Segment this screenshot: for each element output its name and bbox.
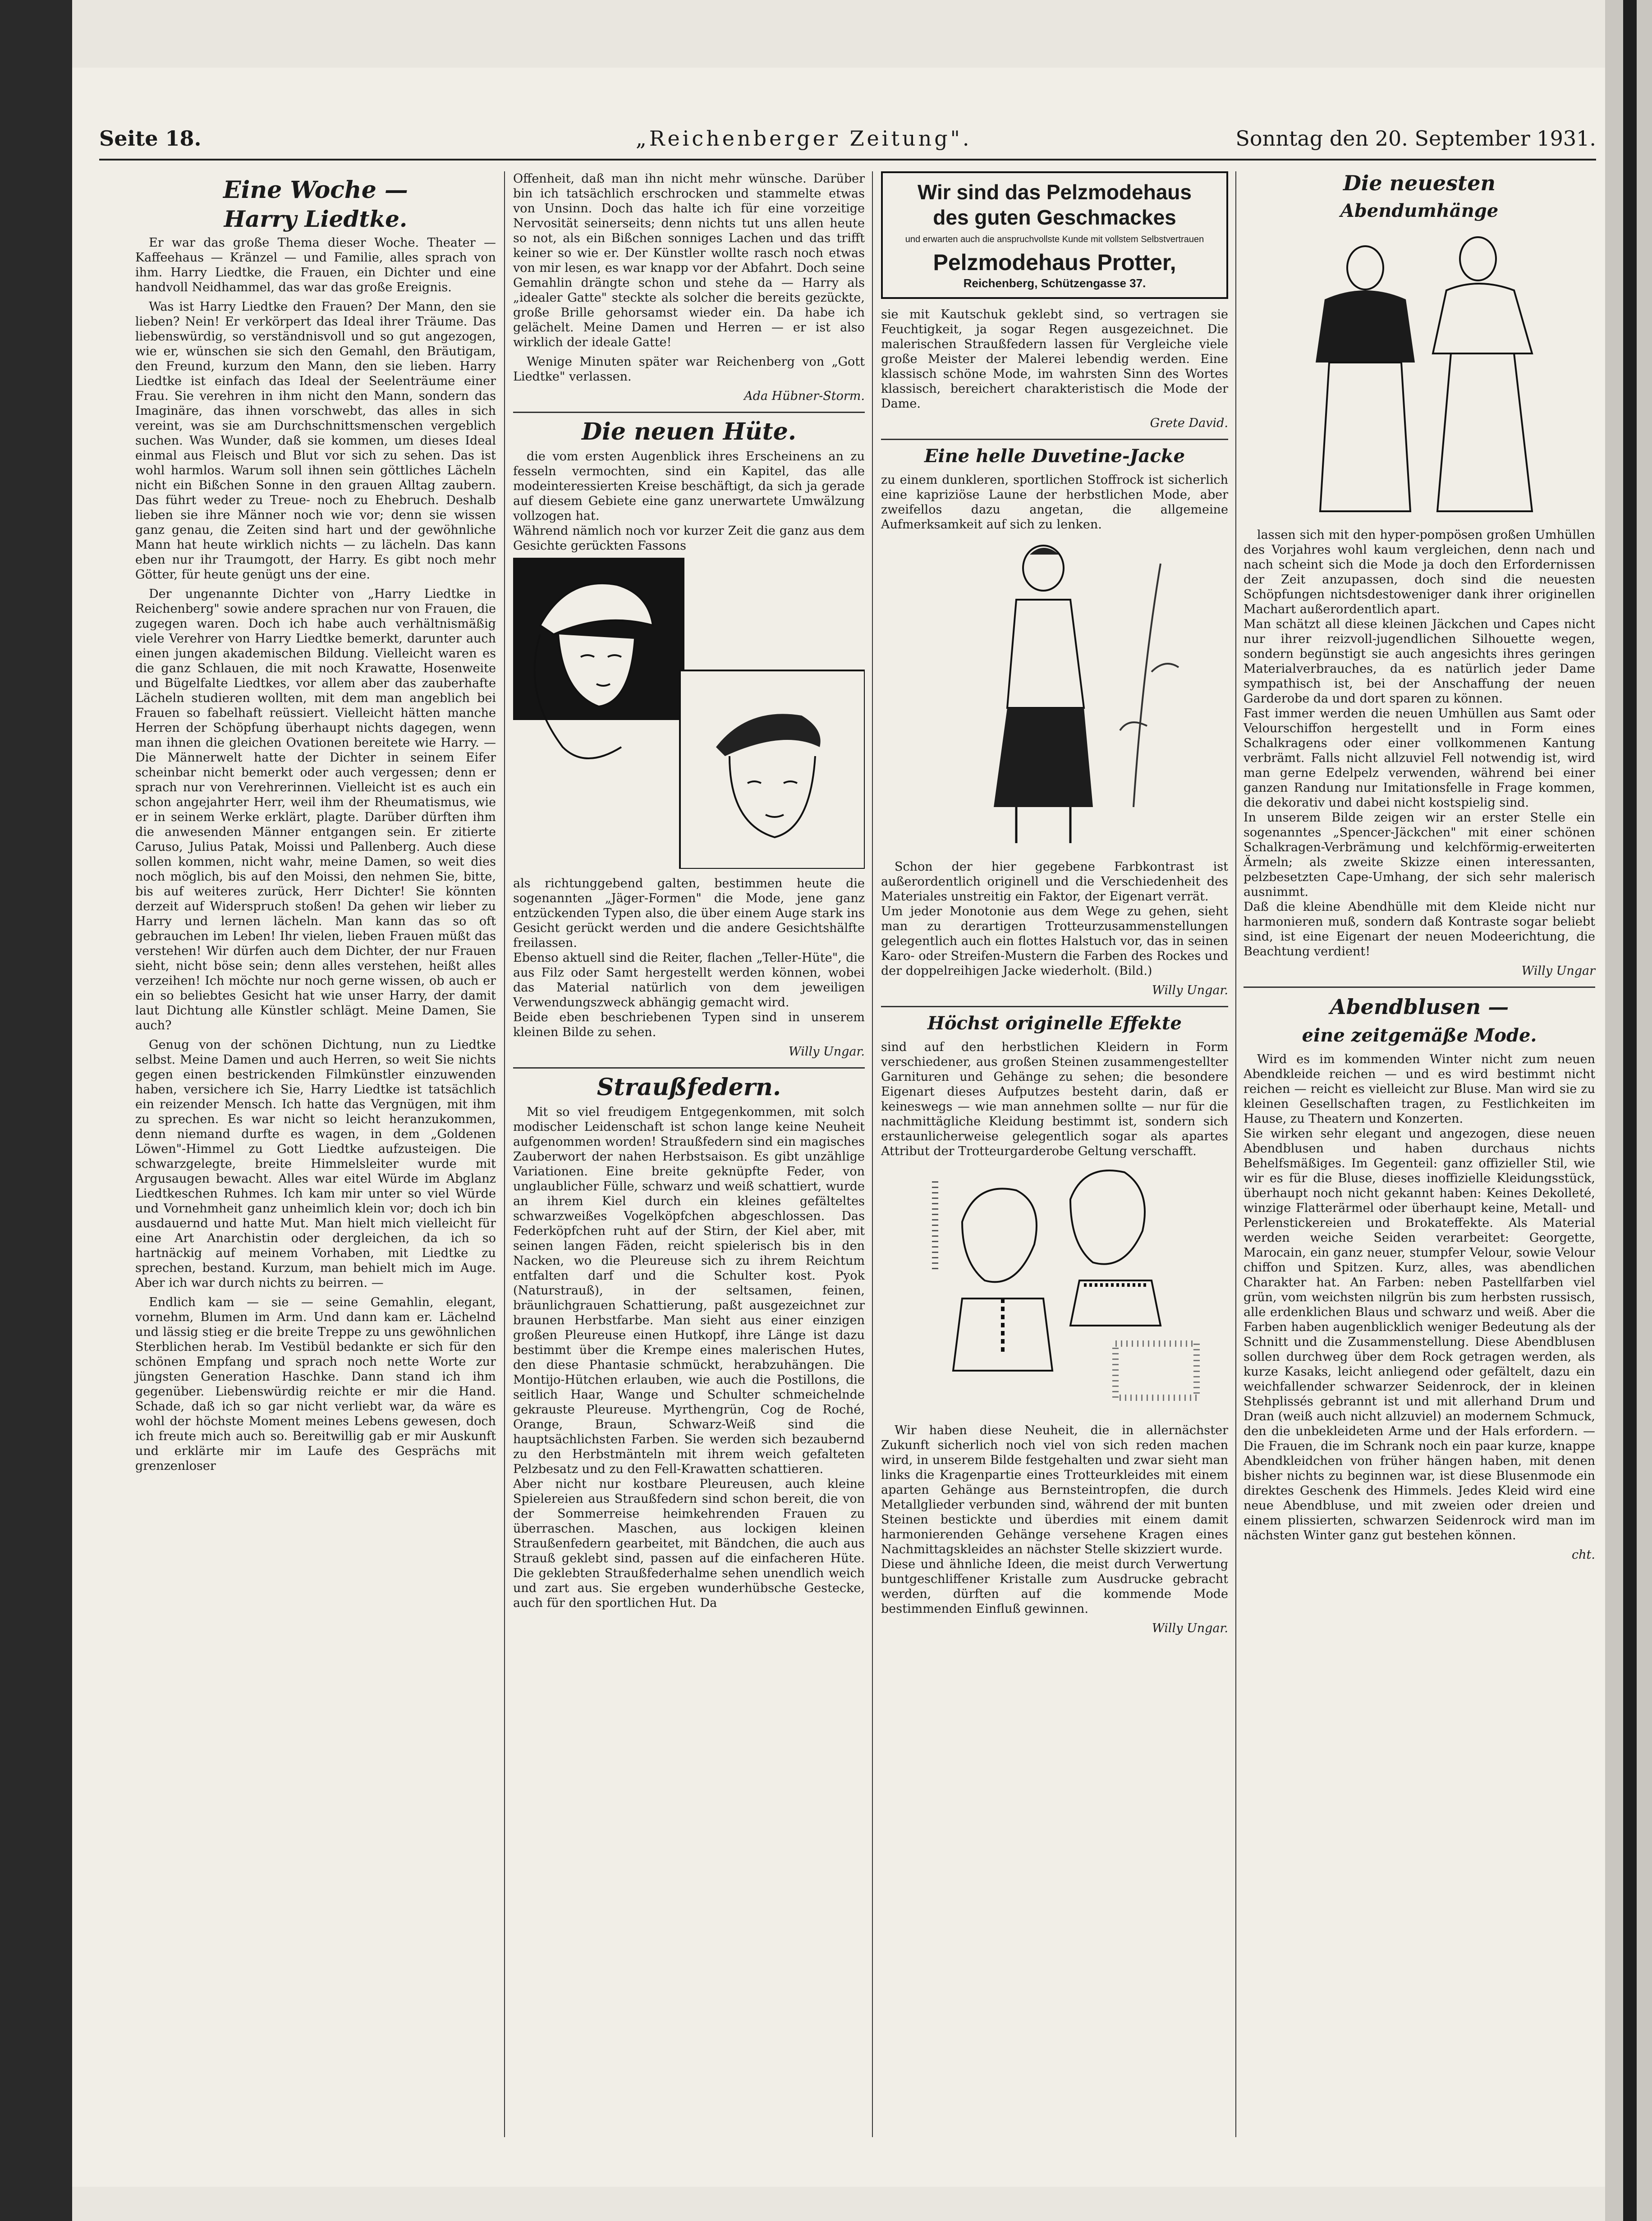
author-signature: Willy Ungar bbox=[1521, 964, 1595, 978]
article-title-harry-liedtke: Eine Woche — bbox=[223, 176, 408, 204]
ad-company-name: Pelzmodehaus Protter, bbox=[933, 250, 1176, 275]
ad-body: und erwarten auch die anspruchvollste Kunde mit vollstem Selbstvertrauen bbox=[905, 234, 1204, 244]
article-title-original-effects: Höchst originelle Effekte bbox=[927, 1013, 1182, 1034]
article-paragraph: lassen sich mit den hyper-pompösen großen Umhüllen des Vorjahres wohl kaum vergleichen, denn nach und nach scheint sich die Mode ja doch den Erfordernissen der Zeit anzupassen, doch sind die neuesten Schöpfungen nichtsdestoweniger dank ihrer originellen Machart außerordentlich apart. Man schätzt all diese kleinen Jäckchen und Capes nicht nur ihrer reizvoll-jugendlichen Silhouette wegen, sondern begünstigt sie auch angesichts ihres geringen Materialverbrauches, da es natürlich jeder Dame sympathisch ist, bei der Anschaffung der neuen Garderobe da und dort sparen zu können. Fast immer werden die neuen Umhüllen aus Samt oder Velourschiffon hergestellt und in Form eines Schalkragens oder einer vollkommenen Kantung verbrämt. Falls nicht allzuviel Fell notwendig ist, wird man gerne Edelpelz verwenden, während bei einer ganzen Randung nur Imitationsfelle in Frage kommen, die dekorativ und dabei nicht kostspielig sind. In unserem Bilde zeigen wir an erster Stelle ein sogenanntes „Spencer-Jäckchen" mit einer schönen Schalkragen-Verbrämung und kelchförmig-erweiterten Ärmeln; als zweite Skizze einen interessanten, pelzbesetzten Cape-Umhang, der sich sehr malerisch ausnimmt. Daß die kleine Abendhülle mit dem Kleide nicht nur harmonieren muß, sondern daß Kontraste sogar beliebt sind, ist eine Eigenart der neuen Modeerichtung, die Beachtung verdient! bbox=[1244, 528, 1595, 959]
article-paragraph: als richtunggebend galten, bestimmen heute die sogenannten „Jäger-Formen" die Mode, jene ganz entzückenden Typen also, die über einem Auge stark ins Gesicht gerückt werden und die andere Gesichtshälfte freilassen. Ebenso aktuell sind die Reiter, flachen „Teller-Hüte", die aus Filz oder Samt hergestellt werden können, wobei das Material natürlich von dem jeweiligen Verwendungszweck abhängig gemacht wird. Beide eben beschriebenen Typen sind in unserem kleinen Bilde zu sehen. bbox=[513, 876, 865, 1039]
article-paragraph: die vom ersten Augenblick ihres Erscheinens an zu fesseln vermochten, sind ein Kapitel, das alle modeinteressierten Kreise beschäftigt, da sich ja gerade auf diesem Gebiete eine ganz unerwartete Umwälzung vollzogen hat. Während nämlich noch vor kurzer Zeit die ganz aus dem Gesichte gerückten Fassons bbox=[513, 450, 865, 553]
article-paragraph: Was ist Harry Liedtke den Frauen? Der Mann, den sie lieben? Nein! Er verkörpert das Ideal ihrer Träume. Das liebenswürdig, so verständnisvoll und so gut angezogen, wie er, wünschen sie sich den Gemahl, den Bräutigam, den Freund, kurzum den Mann, den sie lieben. Harry Liedtke ist einfach das Ideal der Seelenträume einer Frau. Sie verehren in ihm nicht den Mann, sondern das Imaginäre, das ihnen vorschwebt, das alles in sich vereint, was sie am Durchschnittsmenschen vergeblich suchen. Was Wunder, daß sie kommen, um dieses Ideal einmal aus Fleisch und Blut vor sich zu sehen. Das ist wohl harmlos. Warum soll ihnen sein göttliches Lächeln nicht ein Bißchen Sonne in den grauen Alltag zaubern. Das führt weder zu Treue- noch zu Ehebruch. Deshalb lieben sie ihre Männer noch wie vor; denn sie wissen ganz genau, die Zeiten sind hart und der gewöhnliche Mann hat heute wirklich nichts — zu lächeln. Das kann eben nur ihr Traumgott, der Harry. Es gibt noch mehr Götter, für heute genügt uns der eine. bbox=[135, 300, 496, 582]
column-2 bbox=[513, 171, 865, 1615]
pelzmodehaus-advertisement bbox=[881, 171, 1228, 299]
scan-right-border bbox=[1605, 0, 1652, 2221]
evening-wraps-illustration bbox=[1244, 227, 1595, 520]
article-paragraph: Endlich kam — sie — seine Gemahlin, elegant, vornehm, Blumen im Arm. Und dann kam er. Lächelnd und lässig stieg er die breite Treppe zu uns gewöhnlichen Sterblichen herab. Im Vestibül bedankte er sich für den schönen Empfang und sprach noch nette Worte zur jüngsten Generation Haschke. Dann stand ich ihm gegenüber. Liebenswürdig reichte er mir die Hand. Schade, daß ich so gar nicht verliebt war, da wäre es wohl der höchste Moment meines Lebens gewesen, doch ich freute mich auch so. Bereitwillig gab er mir Auskunft und erklärte mir im Laufe des Gesprächs mit grenzenloser bbox=[135, 1295, 496, 1473]
article-paragraph: Wir haben diese Neuheit, die in allernächster Zukunft sicherlich noch viel von sich reden machen wird, in unserem Bilde festgehalten und zwar sieht man links die Kragenpartie eines Trotteurkleides mit einem aparten Gehänge aus Bernsteintropfen, die durch Metallglieder verbunden sind, während der mit bunten Steinen bestickte und überdies mit einem damit harmonierenden Gehänge versehene Kragen eines Nachmittagskleides an nächster Stelle skizziert wurde. Diese und ähnliche Ideen, die meist durch Verwertung buntgeschliffener Kristalle zum Ausdrucke gebracht werden, dürften auf die kommende Mode bestimmenden Einfluß gewinnen. bbox=[881, 1423, 1228, 1616]
duvetine-jacket-illustration bbox=[881, 537, 1228, 852]
article-continuation: sie mit Kautschuk geklebt sind, so vertragen sie Feuchtigkeit, ja sogar Regen ausgezeichnet. Die malerischen Straußfedern lassen für Vergleiche viele große Meister der Malerei lebendig werden. Eine klassisch schöne Mode, im wahrsten Sinn des Wortes klassisch, bereichert charakteristisch die Mode der Dame. bbox=[881, 307, 1228, 411]
article-subtitle-evening-blouses: eine zeitgemäße Mode. bbox=[1302, 1025, 1537, 1046]
column-rule-3 bbox=[1235, 171, 1236, 2137]
article-paragraph: Genug von der schönen Dichtung, nun zu Liedtke selbst. Meine Damen und auch Herren, so weit Sie nichts gegen einen bestrickenden Filmkünstler einzuwenden haben, versichere ich Sie, Harry Liedtke ist tatsächlich ein reizender Mensch. Ich hatte das Vergnügen, mit ihm zu sprechen. Es war nicht so leicht heranzukommen, denn niemand durfte es wagen, in dem „Goldenen Löwen"-Himmel zu Gott Liedtke aufzusteigen. Die schwarzgelegte, breite Himmelsleiter wurde mit Argusaugen bewacht. Alles war eitel Würde im Abglanz Liedtkeschen Ruhmes. Ich kam mir unter so viel Würde und Vornehmheit ganz unheimlich klein vor; doch ich bin ausdauernd und hatte Mut. Man hielt mich vielleicht für eine Art Anarchistin oder dergleichen, da ich so hartnäckig auf meinem Vorhaben, mit Liedtke zu sprechen, bestand. Kurzum, man behielt mich im Auge. Aber ich war durch nichts zu beirren. — bbox=[135, 1038, 496, 1290]
scan-binding-strip bbox=[1623, 0, 1637, 2221]
article-title-duvetine-jacket: Eine helle Duvetine-Jacke bbox=[924, 445, 1185, 467]
page-header bbox=[99, 126, 1596, 158]
article-divider bbox=[513, 1067, 865, 1069]
article-paragraph: Der ungenannte Dichter von „Harry Liedtke in Reichenberg" sowie andere sprachen nur von Frauen, die zugegen waren. Doch ich habe auch verhältnismäßig viele Verehrer von Harry Liedtke bemerkt, darunter auch einen jungen akademischen Bildung. Vielleicht waren es die ganz Schlauen, die mit noch Krawatte, Hosenweite und Bügelfalte Liedtkes, vor allem aber das zauberhafte Lächeln studieren wollten, mit dem man angeblich bei Frauen so fabelhaft reüssiert. Vielleicht hätten manche Herren der Schöpfung überhaupt nichts dagegen, wenn man ihnen die gleichen Ovationen bereitete wie Harry. — Die Männerwelt hatte der Dichter in seinem Eifer scheinbar nicht bemerkt oder auch vergessen; denn er sprach nur von Verehrerinnen. Vielleicht ist es auch ein schon angejahrter Herr, weil ihm der Rheumatismus, wie er in seinem Werke erklärt, plagte. Darüber dürften ihm die anwesenden Männer entgangen sein. Er zitierte Caruso, Julius Patak, Moissi und Pallenberg. Auch diese sollen kommen, nicht wahr, meine Damen, so weit dies noch möglich, bis auf den Moissi, den nehmen Sie, bitte, bis auf weiteres zurück, Herr Dichter! Sie könnten derzeit auf Widerspruch stoßen! Da gehen wir lieber zu Harry und lernen lächeln. Man kann das so oft gebrauchen im Leben! Ihr vielen, lieben Frauen müßt das verstehen! Wir dürfen auch dem Dichter, der nur Frauen sieht, nicht böse sein; denn alles verstehen, heißt alles verzeihen! Ich möchte nur noch gerne wissen, ob auch er ein so beliebtes Gesicht hat wie unser Harry, der damit laut Dichtung alle Künstler schlägt. Meine Damen, Sie auch? bbox=[135, 587, 496, 1032]
article-paragraph: Wenige Minuten später war Reichenberg von „Gott Liedtke" verlassen. bbox=[513, 355, 865, 384]
column-rule-2 bbox=[872, 171, 873, 2137]
author-signature: Willy Ungar. bbox=[1152, 1621, 1228, 1635]
article-paragraph: Mit so viel freudigem Entgegenkommen, mit solch modischer Leidenschaft ist schon lange keine Neuheit aufgenommen worden! Straußfedern sind ein magisches Zauberwort der nahen Herbstsaison. Es gibt unzählige Variationen. Eine breite geknüpfte Feder, von unglaublicher Fülle, schwarz und weiß schattiert, wurde an ihrem Kiel durch ein kleines gefälteltes schwarzweißes Vogelköpfchen abgeschlossen. Das Federköpfchen ruht auf der Stirn, der Kiel aber, mit seinen langen Fäden, reicht spielerisch bis in den Nacken, wo die Pleureuse sich zu ihrem Reichtum entfalten darf und die Schulter kost. Pyok (Naturstrauß), in der seltsamen, feinen, bräunlichgrauen Schattierung, paßt ausgezeichnet zur braunen Herbstfarbe. Man sieht aus einer einzigen großen Pleureuse einen Hutkopf, ihre Länge ist dazu bestimmt über die Krempe eines malerischen Hutes, den diese Phantasie schmückt, herabzuhängen. Die Montijo-Hütchen erlauben, wie auch die Postillons, die seitlich Haar, Wange und Schulter schmeichelnde gekrauste Pleureuse. Myrthengrün, Cog de Roché, Orange, Braun, Schwarz-Weiß sind die hauptsächlichsten Farben. Sie werden sich bezaubernd zu den Herbstmänteln mit ihrem weich gefalteten Pelzbesatz und zu den Fell-Krawatten schattieren. Aber nicht nur kostbare Pleureusen, auch kleine Spielereien aus Straußfedern sind schon bereit, die von der Sommerreise heimkehrenden Frauen zu überraschen. Maschen, aus lockigen kleinen Straußenfedern gearbeitet, mit Bändchen, die auch aus Strauß geklebt sind, passen auf die einfacheren Hüte. Die geklebten Straußfederhalme sehen unendlich weich und zart aus. Sie ergeben wunderhübsche Gestecke, auch für den sportlichen Hut. Da bbox=[513, 1105, 865, 1610]
issue-date: Sonntag den 20. September 1931. bbox=[1235, 126, 1596, 151]
hats-illustration bbox=[513, 558, 865, 869]
scan-left-border bbox=[0, 0, 72, 2221]
article-paragraph: Schon der hier gegebene Farbkontrast ist außerordentlich originell und die Verschiedenheit des Materiales unstreitig ein Faktor, der Eigenart verrät. Um jeder Monotonie aus dem Wege zu gehen, sieht man zu derartigen Trotteurzusammenstellungen gelegentlich auch ein flottes Halstuch vor, das in seinen Karo- oder Streifen-Mustern die Farben des Rockes und der doppelreihigen Jacke wiederholt. (Bild.) bbox=[881, 860, 1228, 978]
ad-headline-2: des guten Geschmackes bbox=[933, 206, 1176, 229]
ad-headline-1: Wir sind das Pelzmodehaus bbox=[918, 180, 1192, 204]
article-divider bbox=[513, 412, 865, 413]
column-4 bbox=[1244, 171, 1595, 1570]
article-title-hats: Die neuen Hüte. bbox=[582, 418, 796, 445]
article-title-ostrich-feathers: Straußfedern. bbox=[597, 1074, 781, 1101]
article-divider bbox=[1244, 987, 1595, 988]
author-signature: Grete David. bbox=[1150, 416, 1228, 430]
article-paragraph: zu einem dunkleren, sportlichen Stoffrock ist sicherlich eine kapriziöse Laune der herbstlichen Mode, aber zweifellos dazu angetan, die allgemeine Aufmerksamkeit auf sich zu lenken. bbox=[881, 473, 1228, 532]
necklace-collars-illustration bbox=[881, 1163, 1228, 1416]
article-divider bbox=[881, 1006, 1228, 1007]
article-title-evening-wraps: Die neuesten bbox=[1343, 171, 1496, 195]
column-1 bbox=[135, 171, 496, 1478]
article-paragraph: sind auf den herbstlichen Kleidern in Form verschiedener, aus großen Steinen zusammengestellter Garnituren und Gehänge zu sehen; die besondere Eigenart dieses Aufputzes besteht darin, daß er keineswegs — wie man annehmen sollte — nur für die nachmittägliche Kleidung bestimmt ist, sondern sich erstaunlicherweise gelegentlich sogar als apartes Attribut der Trotteurgarderobe Geltung verschafft. bbox=[881, 1040, 1228, 1158]
article-paragraph: Wird es im kommenden Winter nicht zum neuen Abendkleide reichen — und es wird bestimmt nicht reichen — reicht es vielleicht zur Bluse. Man wird sie zu kleinen Gesellschaften tragen, zu Festlichkeiten im Hause, zu Theatern und Konzerten. Sie wirken sehr elegant und angezogen, diese neuen Abendblusen und haben durchaus nichts Behelfsmäßiges. Im Gegenteil: ganz offizieller Stil, wie wir es für die Bluse, dieses inoffizielle Kleidungsstück, überhaupt noch nicht gekannt haben: Keines Dekolleté, winzige Flatterärmel oder überhaupt keine, Metall- und Perlenstickereien und Brokateffekte. Als Material werden weiche Seiden verarbeitet: Georgette, Marocain, ein ganz neuer, stumpfer Velour, sowie Velour chiffon und Spitzen. Kurz, alles, was abendlichen Charakter hat. An Farben: neben Pastellfarben viel grün, vom weichsten nilgrün bis zum herbsten russisch, alle erdenklichen Blaus und schwarz und weiß. Aber die Farben haben augenblicklich weniger Bedeutung als der Schnitt und die Zusammenstellung. Diese Abendblusen sollen durchweg über dem Rock getragen werden, als kurze Kasaks, leicht anliegend oder gefältelt, dazu ein weichfallender schwarzer Seidenrock, der in kleinen Stehplissés gebrannt ist und mit allerhand Drum und Dran (weiß auch nicht allzuviel) an modernem Schmuck, den die unbekleideten Arme und der Hals erfordern. — Die Frauen, die im Schrank noch ein paar kurze, knappe Abendkleidchen von früher hängen haben, mit denen bisher nichts zu beginnen war, ist diese Blusenmode ein direktes Geschenk des Himmels. Jedes Kleid wird eine neue Abendbluse, und mit zweien oder dreien und einem plissierten, schwarzen Seidenrock wird man im nächsten Winter ganz gut bestehen können. bbox=[1244, 1052, 1595, 1542]
article-paragraph: Er war das große Thema dieser Woche. Theater — Kaffeehaus — Kränzel — und Familie, alles sprach von ihm. Harry Liedtke, die Frauen, ein Dichter und eine handvoll Neidhammel, das war das große Ereignis. bbox=[135, 236, 496, 294]
author-signature: Willy Ungar. bbox=[1152, 983, 1228, 997]
newspaper-name: „Reichenberger Zeitung". bbox=[636, 126, 972, 151]
author-signature: Willy Ungar. bbox=[788, 1045, 865, 1059]
column-3 bbox=[881, 171, 1228, 1644]
article-divider bbox=[881, 439, 1228, 440]
author-signature: Ada Hübner-Storm. bbox=[744, 389, 865, 403]
article-continuation: Offenheit, daß man ihn nicht mehr wünsche. Darüber bin ich tatsächlich erschrocken und stammelte etwas von Unsinn. Doch das halte ich für eine vorzeitige Nervosität seinerseits; denn nichts tut uns allen heute so not, als ein Bißchen sonniges Lachen und das trifft keiner so wie er. Der Künstler wollte rasch noch etwas von mir lesen, es war knapp vor der Abfahrt. Doch seine Gemahlin drängte schon und stehe da — Harry als „idealer Gatte" steckte als solcher die bereits gezückte, große Brille gehorsamst wieder ein. Da habe ich gelächelt. Meine Damen und Herren — er ist also wirklich der ideale Gatte! bbox=[513, 172, 865, 349]
ad-address: Reichenberg, Schützengasse 37. bbox=[963, 276, 1146, 290]
article-subtitle-evening-wraps: Abendumhänge bbox=[1340, 200, 1499, 221]
article-subtitle-harry-liedtke: Harry Liedtke. bbox=[224, 206, 408, 232]
article-title-evening-blouses: Abendblusen — bbox=[1330, 995, 1509, 1019]
column-rule-1 bbox=[504, 171, 505, 2137]
header-rule bbox=[99, 159, 1596, 161]
author-signature: cht. bbox=[1572, 1548, 1595, 1562]
page-number: Seite 18. bbox=[99, 126, 202, 151]
